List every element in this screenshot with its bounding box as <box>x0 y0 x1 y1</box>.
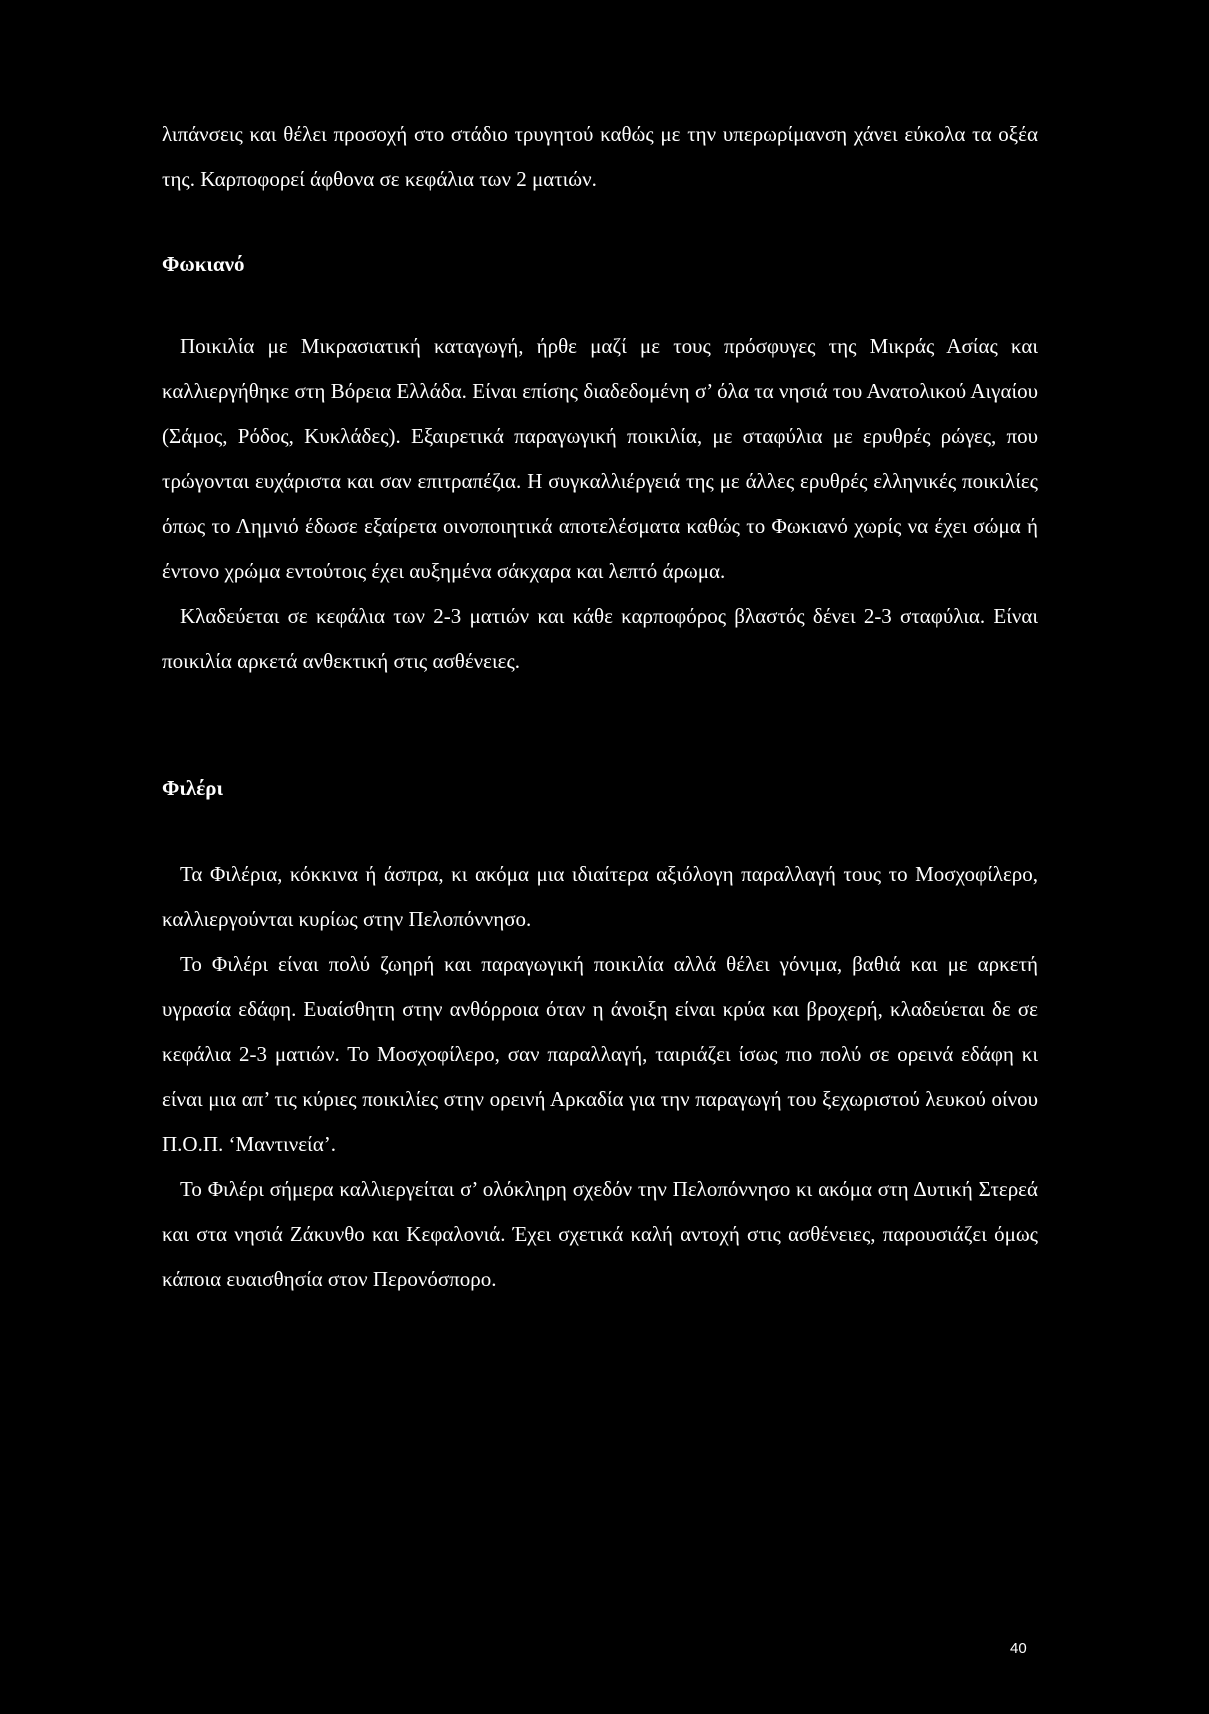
intro-text <box>162 112 1038 202</box>
paragraph-fokiano-2: Κλαδεύεται σε κεφάλια των 2-3 ματιών και κάθε καρποφόρος βλαστός δένει 2-3 σταφύλια. Είναι ποικιλία αρκετά ανθεκτική στις ασθένειες. <box>162 604 1038 673</box>
section-body-fileri <box>162 852 1038 1302</box>
section-heading-fokiano: Φωκιανό <box>162 252 245 276</box>
page-number: 40 <box>1010 1640 1027 1657</box>
paragraph-fokiano-1: Ποικιλία με Μικρασιατική καταγωγή, ήρθε μαζί με τους πρόσφυγες της Μικράς Ασίας και καλλιεργήθηκε στη Βόρεια Ελλάδα. Είναι επίσης διαδεδομένη σ’ όλα τα νησιά του Ανατολικού Αιγαίου (Σάμος, Ρόδος, Κυκλάδες). Εξαιρετικά παραγωγική ποικιλία, με σταφύλια με ερυθρές ρώγες, που τρώγονται ευχάριστα και σαν επιτραπέζια. Η συγκαλλιέργειά της με άλλες ερυθρές ελληνικές ποικιλίες όπως το Λημνιό έδωσε εξαίρετα οινοποιητικά αποτελέσματα καθώς το Φωκιανό χωρίς να έχει σώμα ή έντονο χρώμα εντούτοις έχει αυξημένα σάκχαρα και λεπτό άρωμα. <box>162 334 1038 583</box>
paragraph-fileri-1: Τα Φιλέρια, κόκκινα ή άσπρα, κι ακόμα μια ιδιαίτερα αξιόλογη παραλλαγή τους το Μοσχοφίλερο, καλλιεργούνται κυρίως στην Πελοπόννησο. <box>162 862 1038 931</box>
paragraph-fileri-2: Το Φιλέρι είναι πολύ ζωηρή και παραγωγική ποικιλία αλλά θέλει γόνιμα, βαθιά και με αρκετή υγρασία εδάφη. Ευαίσθητη στην ανθόρροια όταν η άνοιξη είναι κρύα και βροχερή, κλαδεύεται δε σε κεφάλια 2-3 ματιών. Το Μοσχοφίλερο, σαν παραλλαγή, ταιριάζει ίσως πιο πολύ σε ορεινά εδάφη κι είναι μια απ’ τις κύριες ποικιλίες στην ορεινή Αρκαδία για την παραγωγή του ξεχωριστού λευκού οίνου Π.Ο.Π. ‘Μαντινεία’. <box>162 952 1038 1156</box>
paragraph-fileri-3: Το Φιλέρι σήμερα καλλιεργείται σ’ ολόκληρη σχεδόν την Πελοπόννησο κι ακόμα στη Δυτική Στερεά και στα νησιά Ζάκυνθο και Κεφαλονιά. Έχει σχετικά καλή αντοχή στις ασθένειες, παρουσιάζει όμως κάποια ευαισθησία στον Περονόσπορο. <box>162 1177 1038 1291</box>
intro-paragraph: λιπάνσεις και θέλει προσοχή στο στάδιο τρυγητού καθώς με την υπερωρίμανση χάνει εύκολα τα οξέα της. Καρποφορεί άφθονα σε κεφάλια των 2 ματιών. <box>162 122 1038 191</box>
section-body-fokiano <box>162 324 1038 684</box>
section-heading-fileri: Φιλέρι <box>162 776 223 800</box>
